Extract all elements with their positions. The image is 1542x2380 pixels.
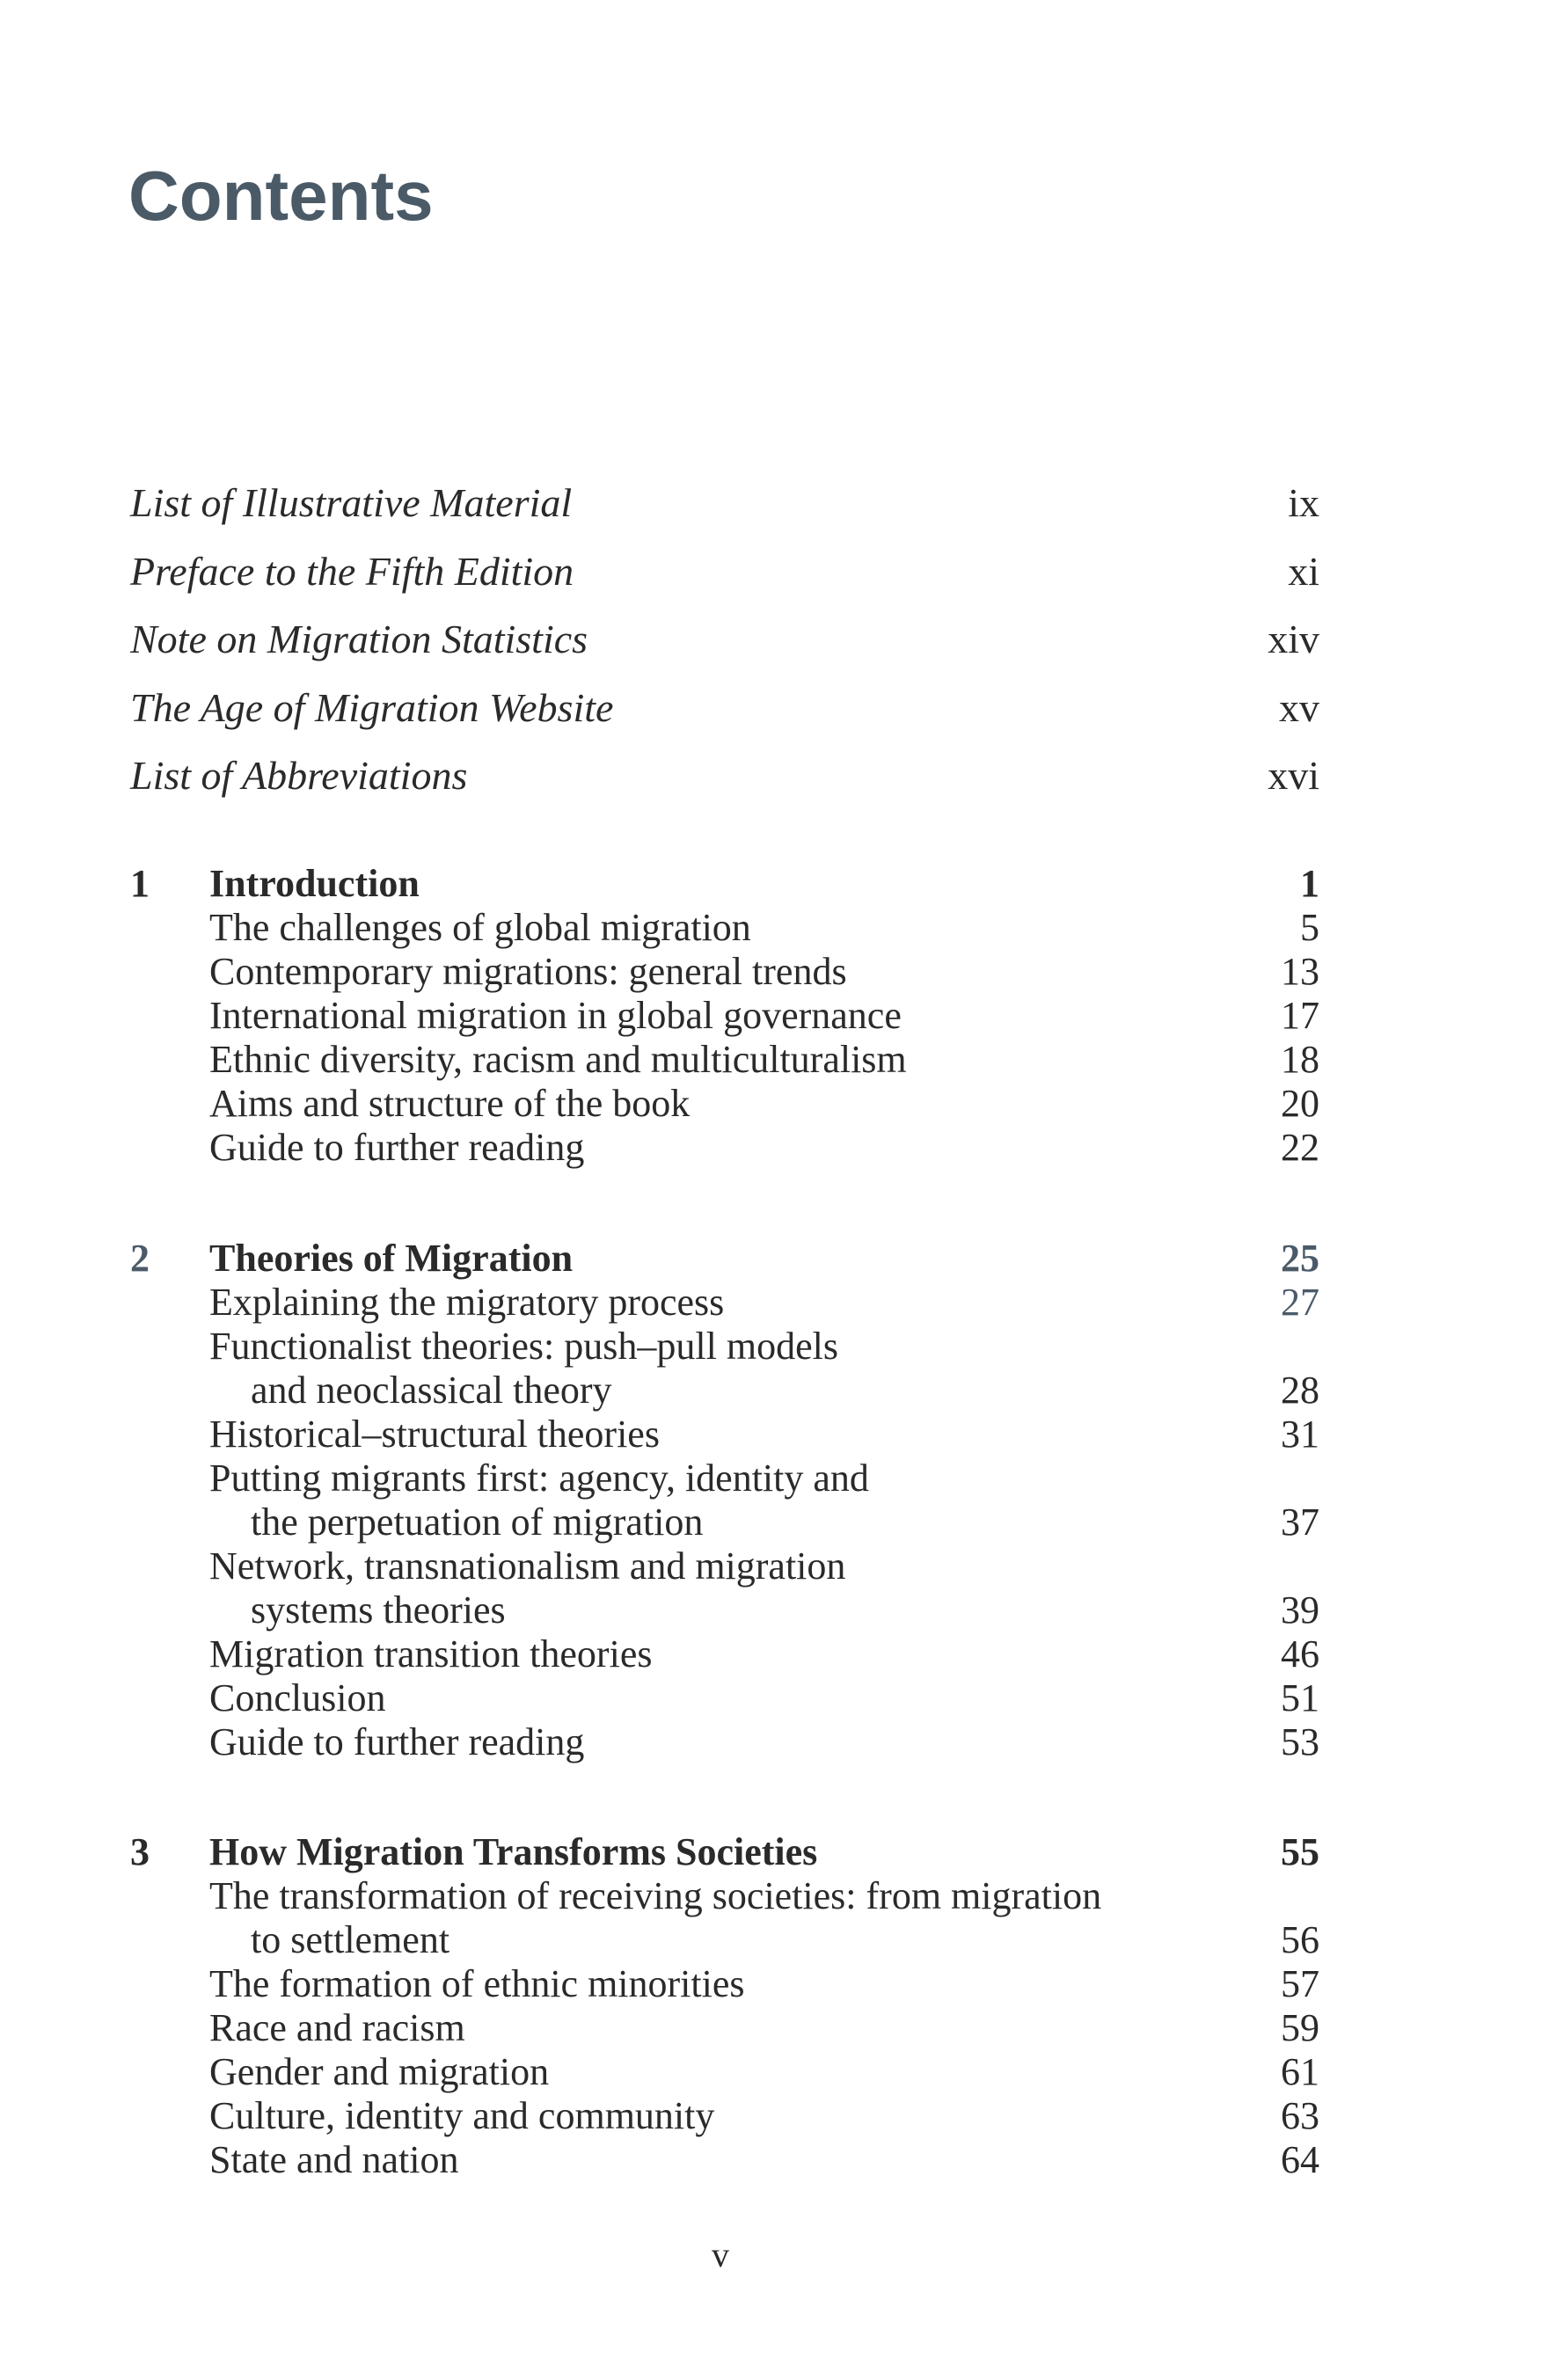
section-page: 59 [1281,2006,1319,2049]
toc-entry-page: ix [1288,480,1319,525]
section-page: 27 [1281,1281,1319,1324]
section-title: Putting migrants first: agency, identity and [209,1456,869,1500]
toc-entry-label: List of Abbreviations [130,753,468,798]
section-entry[interactable] [130,2006,1319,2050]
chapter-title: Theories of Migration [209,1237,574,1280]
section-title: The transformation of receiving societies: from migration [209,1874,1102,1917]
section-page: 39 [1281,1588,1319,1632]
section-title: State and nation [209,2138,459,2181]
chapter-heading[interactable] [130,1830,1319,1874]
chapter-title: Introduction [209,862,420,905]
section-title: Aims and structure of the book [209,1082,691,1125]
section-page: 31 [1281,1413,1319,1456]
chapter-1 [130,862,1319,1170]
toc-entry-label: The Age of Migration Website [130,684,614,730]
chapter-page: 1 [1300,862,1319,905]
chapter-heading[interactable] [130,1237,1319,1281]
section-entry[interactable] [130,1413,1319,1456]
chapter-title: How Migration Transforms Societies [209,1830,818,1873]
section-page: 20 [1281,1082,1319,1125]
section-entry[interactable] [130,1325,1319,1369]
section-title: Migration transition theories [209,1632,653,1675]
toc-entry-label: Note on Migration Statistics [130,617,588,661]
section-page: 5 [1300,906,1319,949]
section-title: Guide to further reading [209,1720,585,1763]
section-title-continuation: to settlement [251,1918,450,1961]
section-title: Contemporary migrations: general trends [209,950,847,993]
section-title: International migration in global governance [209,994,902,1037]
section-page: 18 [1281,1038,1319,1081]
chapter-2 [130,1237,1319,1764]
chapter-number: 3 [130,1830,150,1873]
section-entry[interactable] [130,994,1319,1038]
section-page: 63 [1281,2094,1319,2137]
section-entry[interactable] [130,950,1319,994]
section-entry[interactable] [130,1676,1319,1720]
toc-entry-label: List of Illustrative Material [130,480,573,525]
section-entry[interactable] [130,906,1319,950]
section-entry[interactable] [130,2138,1319,2182]
section-entry[interactable] [130,1456,1319,1500]
toc-entry[interactable] [130,605,1319,674]
section-page: 57 [1281,1962,1319,2005]
toc-entry[interactable] [130,674,1319,742]
section-title: Race and racism [209,2006,465,2049]
section-title: Network, transnationalism and migration [209,1544,846,1588]
section-entry[interactable] [130,1962,1319,2006]
toc-entry[interactable] [130,537,1319,606]
section-entry[interactable] [130,1126,1319,1170]
chapter-number: 2 [130,1237,150,1280]
section-title: Gender and migration [209,2050,550,2093]
section-page: 46 [1281,1632,1319,1675]
toc-entry[interactable] [130,741,1319,810]
section-entry[interactable] [130,1720,1319,1764]
toc-entry-page: xv [1279,684,1319,730]
section-entry[interactable] [130,1281,1319,1325]
section-title: Conclusion [209,1676,386,1719]
section-entry[interactable] [130,1874,1319,1918]
section-entry[interactable] [130,1038,1319,1082]
chapter-number: 1 [130,862,150,905]
section-page: 64 [1281,2138,1319,2181]
section-title: Ethnic diversity, racism and multiculturalism [209,1038,907,1081]
section-title-continuation: the perpetuation of migration [251,1500,704,1544]
section-entry-continuation[interactable] [130,1588,1319,1632]
section-entry[interactable] [130,1544,1319,1588]
chapter-page: 25 [1281,1237,1319,1280]
section-entry[interactable] [130,2050,1319,2094]
section-page: 17 [1281,994,1319,1037]
toc-entry[interactable] [130,469,1319,537]
section-page: 56 [1281,1918,1319,1961]
section-title: Historical–structural theories [209,1413,660,1456]
section-page: 37 [1281,1500,1319,1544]
section-entry[interactable] [130,1082,1319,1126]
section-entry-continuation[interactable] [130,1918,1319,1962]
section-title: Guide to further reading [209,1126,585,1169]
section-page: 13 [1281,950,1319,993]
section-title: Culture, identity and community [209,2094,715,2137]
toc-entry-label: Preface to the Fifth Edition [130,548,574,594]
section-page: 61 [1281,2050,1319,2093]
page-title: Contents [128,157,434,235]
section-page: 51 [1281,1676,1319,1719]
chapter-heading[interactable] [130,862,1319,906]
section-title-continuation: systems theories [251,1588,506,1632]
page-number: v [712,2235,729,2274]
front-matter-list [130,469,1319,810]
toc-entry-page: xvi [1268,753,1319,798]
section-page: 53 [1281,1720,1319,1763]
section-title: Explaining the migratory process [209,1281,725,1324]
chapter-3 [130,1830,1319,2182]
section-entry-continuation[interactable] [130,1500,1319,1544]
toc-entry-page: xi [1288,548,1319,594]
section-title: The challenges of global migration [209,906,751,949]
section-entry[interactable] [130,2094,1319,2138]
section-page: 22 [1281,1126,1319,1169]
section-title: Functionalist theories: push–pull models [209,1325,838,1368]
chapter-page: 55 [1281,1830,1319,1873]
toc-entry-page: xiv [1268,617,1319,661]
section-page: 28 [1281,1369,1319,1412]
section-title: The formation of ethnic minorities [209,1962,745,2005]
section-entry[interactable] [130,1632,1319,1676]
section-title-continuation: and neoclassical theory [251,1369,612,1412]
section-entry-continuation[interactable] [130,1369,1319,1413]
